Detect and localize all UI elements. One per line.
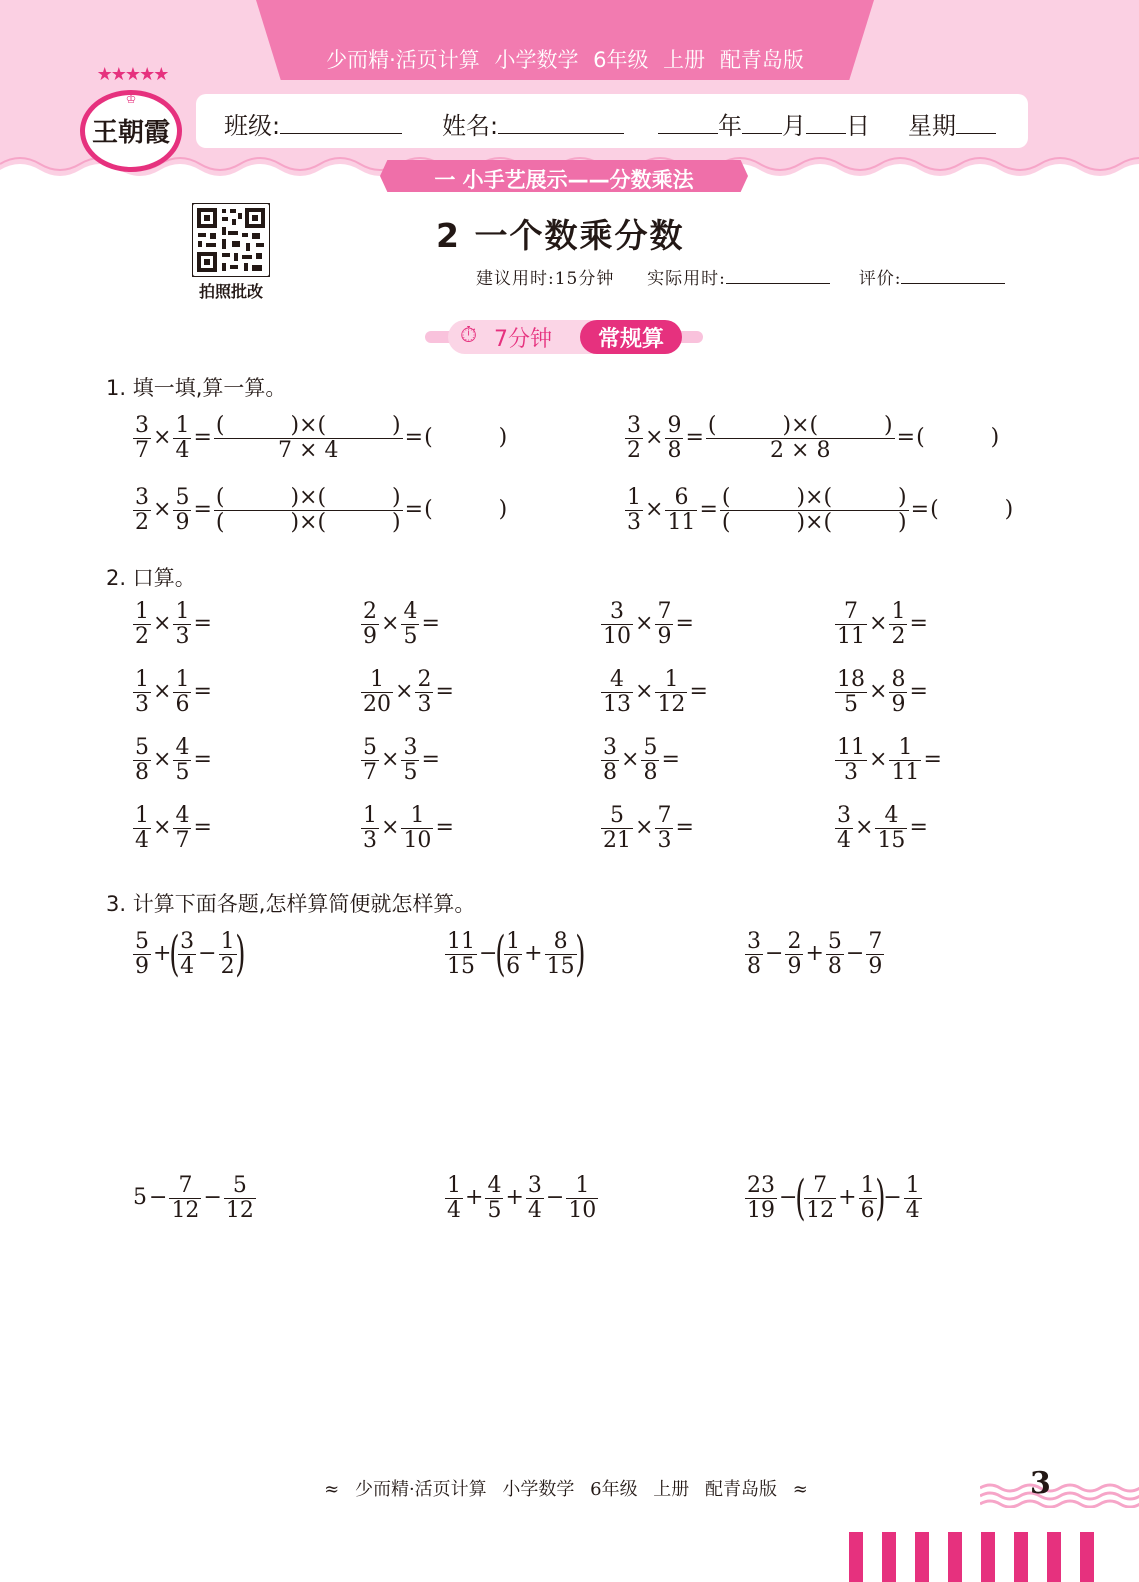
q3-expression-2[interactable]: $\frac{11}{15}$ −( $\frac{1}{6}$ + $\frac{8}{15}$ ) [447,926,586,983]
q2-item[interactable]: $\frac{5}{21}$ × $\frac{7}{3}$ = [603,803,694,853]
tag-text: 常规算 [597,327,664,352]
footer-stripe [882,1532,896,1582]
chapter-title: 一 小手艺展示——分数乘法 [434,168,694,192]
q2-item[interactable]: $\frac{3}{10}$ × $\frac{7}{9}$ = [603,599,694,649]
q1-row-4-blank-fraction[interactable]: ( )×( ) ( )×( ) [721,485,907,535]
q2-item[interactable]: $\frac{2}{9}$ × $\frac{4}{5}$ = [363,599,440,649]
q2-item[interactable]: $\frac{3}{8}$ × $\frac{5}{8}$ = [603,735,680,785]
lesson-meta [476,264,1005,289]
q1-row-3: $\frac{3}{2}$ × $\frac{5}{9}$ = ( )×( ) ( )×( ) =( ) [135,485,508,535]
q2-title: 2. 口算。 [106,566,196,590]
qr-label: 拍照批改 [198,282,263,301]
actual-time-field[interactable] [726,267,830,284]
q3-expression-1[interactable]: $\frac{5}{9}$ +( $\frac{3}{4}$ − $\frac{1}{2}$ ) [135,926,246,983]
q1-row-1-answer[interactable]: ( ) [424,425,508,451]
class-field[interactable]: 班级: [224,106,402,141]
series-title: 少而精·活页计算 小学数学 6年级 上册 配青岛版 [326,48,804,72]
footer-stripe [1080,1532,1094,1582]
q2-item[interactable]: $\frac{18}{5}$ × $\frac{8}{9}$ = [837,667,928,717]
evaluation-field[interactable] [901,267,1005,284]
q2-item[interactable]: $\frac{5}{7}$ × $\frac{3}{5}$ = [363,735,440,785]
q3-expression-6[interactable]: $\frac{23}{19}$ −( $\frac{7}{12}$ + $\frac{1}{6}$ )− $\frac{1}{4}$ [747,1170,920,1227]
q2-item[interactable]: $\frac{1}{2}$ × $\frac{1}{3}$ = [135,599,212,649]
q1-row-4: $\frac{1}{3}$ × $\frac{6}{11}$ = ( )×( ) ( )×( ) =( ) [627,485,1014,535]
footer-stripe [849,1532,863,1582]
q2-item[interactable]: $\frac{1}{4}$ × $\frac{4}{7}$ = [135,803,212,853]
q1-row-1-blank-fraction[interactable]: ( )×( ) 7 × 4 [215,413,401,463]
q1-row-3-answer[interactable]: ( ) [424,497,508,523]
logo-text: 王朝霞 [91,118,170,148]
q2-item[interactable]: $\frac{3}{4}$ × $\frac{4}{15}$ = [837,803,928,853]
q2-item[interactable]: $\frac{5}{8}$ × $\frac{4}{5}$ = [135,735,212,785]
q1-row-2-blank-fraction[interactable]: ( )×( ) 2 × 8 [707,413,893,463]
q1-title: 1. 填一填,算一算。 [106,376,287,400]
timer-text: 7分钟 [494,327,552,352]
q3-expression-5[interactable]: $\frac{1}{4}$ + $\frac{4}{5}$ + $\frac{3}{4}$ − $\frac{1}{10}$ [447,1173,597,1223]
q1-row-2-answer[interactable]: ( ) [916,425,1000,451]
q1-row-1: $\frac{3}{7}$ × $\frac{1}{4}$ = ( )×( ) 7 × 4 =( ) [135,413,508,463]
q2-item[interactable]: $\frac{1}{20}$ × $\frac{2}{3}$ = [363,667,454,717]
footer-stripe [1047,1532,1061,1582]
page-number: 3 [1030,1466,1051,1501]
actual-time-label: 实际用时: [647,269,726,289]
footer-series: ≈ 少而精·活页计算 小学数学 6年级 上册 配青岛版 ≈ [324,1479,808,1500]
footer-wave [980,1482,1139,1508]
q2-item[interactable]: $\frac{11}{3}$ × $\frac{1}{11}$ = [837,735,942,785]
name-field[interactable]: 姓名: [442,106,624,141]
q1-row-2: $\frac{3}{2}$ × $\frac{9}{8}$ = ( )×( ) 2 × 8 =( ) [627,413,1000,463]
crown-icon: ♔ [125,92,137,106]
q2-item[interactable]: $\frac{1}{3}$ × $\frac{1}{6}$ = [135,667,212,717]
footer-stripe [981,1532,995,1582]
q2-item[interactable]: $\frac{1}{3}$ × $\frac{1}{10}$ = [363,803,454,853]
evaluation-label: 评价: [858,269,902,289]
q2-item[interactable]: $\frac{4}{13}$ × $\frac{1}{12}$ = [603,667,708,717]
q2-item[interactable]: $\frac{7}{11}$ × $\frac{1}{2}$ = [837,599,928,649]
q3-expression-4[interactable]: 5− $\frac{7}{12}$ − $\frac{5}{12}$ [133,1173,254,1223]
weekday-field[interactable]: 星期 [908,106,996,141]
footer-stripe [948,1532,962,1582]
footer-stripe [915,1532,929,1582]
suggested-time: 建议用时:15分钟 [476,269,615,289]
q1-row-3-blank-fraction[interactable]: ( )×( ) ( )×( ) [215,485,401,535]
q1-row-4-answer[interactable]: ( ) [930,497,1014,523]
lesson-title: 2 一个数乘分数 [436,216,685,255]
qr-code-icon[interactable] [192,203,270,277]
clock-medal-icon: ⏱ [460,323,478,348]
footer-stripe [1014,1532,1028,1582]
q3-title: 3. 计算下面各题,怎样算简便就怎样算。 [106,892,476,916]
date-field[interactable]: 年 月 日 [658,106,870,141]
q3-expression-3[interactable]: $\frac{3}{8}$ − $\frac{2}{9}$ + $\frac{5}{8}$ − $\frac{7}{9}$ [747,929,883,979]
logo-stars: ★★★★★ [96,64,168,85]
